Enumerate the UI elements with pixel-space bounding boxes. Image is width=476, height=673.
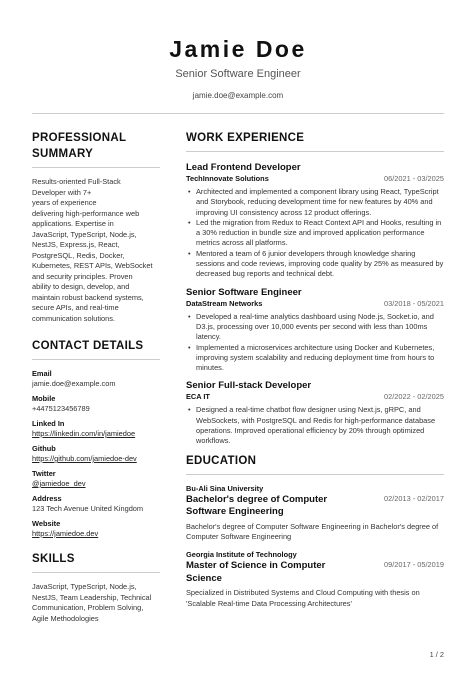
job-bullet: • Mentored a team of 6 junior developers through knowledge sharing sessions and code reviews, improving code quality by 25% as measured by decreased bug reports and technical debt.: [186, 249, 444, 280]
contact-section: [32, 338, 160, 539]
page-indicator: 1 / 2: [429, 650, 444, 659]
header-email[interactable]: jamie.doe@example.com: [192, 91, 284, 100]
contact-item: [32, 494, 160, 514]
education-list: [186, 484, 444, 609]
job-bullet: • Designed a real-time chatbot flow designer using Next.js, gRPC, and WebSockets, with PostgreSQL and Redis for high-performance database operations. Improved operational efficiency by 20% through optimized workflows.: [186, 405, 444, 446]
job-meta-row: [186, 174, 444, 184]
education-description: Specialized in Distributed Systems and Cloud Computing with thesis on 'Scalable Real-time Data Processing Architectures': [186, 588, 420, 608]
section-divider: [32, 167, 160, 168]
candidate-title: Senior Software Engineer: [175, 68, 301, 80]
company-name: DataStream Networks: [186, 298, 263, 308]
job-title: Senior Full-stack Developer: [186, 380, 312, 392]
experience-section: [186, 130, 444, 447]
section-divider: [186, 474, 444, 475]
contact-label: Github: [32, 444, 56, 453]
job-bullets: [186, 187, 444, 280]
contact-item: [32, 519, 160, 539]
company-name: TechInnovate Solutions: [186, 174, 269, 183]
contact-value: 123 Tech Avenue United Kingdom: [32, 504, 144, 513]
job-bullets: [186, 312, 444, 374]
contact-label: Website: [32, 519, 61, 528]
summary-section: [32, 130, 160, 324]
job-meta-row: [186, 299, 444, 309]
summary-text: Results-oriented Full-Stack Developer with 7+ years of experience delivering high-performance web applications. Expertise in JavaScript, TypeScript, Node.js, NestJS, Express.js, React, PostgreSQL, Redis, Docker, Kubernetes, REST APIs, WebSocket and security principles. Proven ability to design, develop, and maintain robust backend systems, secure APIs, and real-time communication solutions.: [32, 177, 153, 323]
skills-heading: SKILLS: [32, 553, 75, 565]
job-entry: [186, 286, 444, 374]
job-dates: 03/2018 - 05/2021: [384, 298, 444, 308]
contact-label: Linked In: [32, 419, 65, 428]
contact-item: [32, 369, 160, 389]
summary-heading: PROFESSIONAL SUMMARY: [32, 132, 127, 160]
degree-row: [186, 560, 444, 585]
contact-label: Email: [32, 369, 52, 378]
contact-value: jamie.doe@example.com: [32, 379, 116, 388]
contact-link[interactable]: https://github.com/jamiedoe-dev: [32, 454, 137, 463]
education-dates: 02/2013 - 02/2017: [384, 493, 444, 503]
contact-link[interactable]: https://linkedin.com/in/jamiedoe: [32, 429, 136, 438]
skills-text: JavaScript, TypeScript, Node.js, NestJS, Team Leadership, Technical Communication, Problem Solving, Agile Methodologies: [32, 582, 152, 623]
company-name: ECA IT: [186, 392, 210, 402]
contact-label: Mobile: [32, 394, 56, 403]
school-name: Georgia Institute of Technology: [186, 550, 297, 560]
degree-title: Master of Science in Computer Science: [186, 560, 326, 584]
job-title: Lead Frontend Developer: [186, 162, 301, 173]
education-entry: [186, 484, 444, 543]
education-section: [186, 453, 444, 609]
header-divider: [32, 113, 444, 114]
contact-item: [32, 469, 160, 489]
education-description: Bachelor's degree of Computer Software Engineering in Bachelor's degree of Computer Software Engineering: [186, 521, 439, 541]
job-bullet: • Developed a real-time analytics dashboard using Node.js, Socket.io, and D3.js, processing over 10,000 events per second with less than 100ms latency.: [186, 312, 444, 343]
contact-label: Twitter: [32, 469, 56, 478]
contact-item: [32, 444, 160, 464]
job-bullet: • Architected and implemented a component library using React, TypeScript and Storybook, reducing development time for new features by 40% and improving UI consistency across 12 product offerings.: [186, 187, 444, 218]
degree-row: [186, 494, 444, 519]
experience-heading: WORK EXPERIENCE: [186, 132, 305, 144]
skills-section: [32, 551, 160, 624]
section-divider: [186, 151, 444, 152]
job-dates: 02/2022 - 02/2025: [384, 392, 444, 402]
job-list: [186, 161, 444, 447]
education-heading: EDUCATION: [186, 454, 257, 467]
right-column: [186, 130, 444, 617]
section-divider: [32, 359, 160, 360]
job-entry: [186, 379, 444, 446]
job-dates: 06/2021 - 03/2025: [384, 174, 444, 183]
contact-label: Address: [32, 494, 62, 503]
job-bullet: • Led the migration from Redux to React Context API and Hooks, resulting in a 30% reduction in bundle size and improved application performance metrics across all platforms.: [186, 218, 444, 249]
job-entry: [186, 161, 444, 280]
left-column: [32, 130, 160, 624]
contact-value: +4475123456789: [32, 404, 90, 413]
contact-item: [32, 394, 160, 414]
candidate-name: Jamie Doe: [169, 36, 307, 62]
job-bullets: [186, 405, 444, 446]
education-dates: 09/2017 - 05/2019: [384, 560, 444, 570]
education-entry: [186, 550, 444, 609]
job-bullet: • Implemented a microservices architecture using Docker and Kubernetes, improving system scalability and reducing deployment time from hours to minutes.: [186, 343, 444, 374]
contact-link[interactable]: @jamiedoe_dev: [32, 479, 86, 488]
school-name: Bu-Ali Sina University: [186, 483, 264, 493]
job-title: Senior Software Engineer: [186, 286, 302, 298]
contact-item: [32, 419, 160, 439]
section-divider: [32, 572, 160, 573]
job-meta-row: [186, 392, 444, 402]
contact-heading: CONTACT DETAILS: [32, 340, 144, 352]
contact-link[interactable]: https://jamiedoe.dev: [32, 529, 99, 538]
degree-title: Bachelor's degree of Computer Software Engineering: [186, 493, 328, 518]
contact-list: [32, 369, 160, 539]
